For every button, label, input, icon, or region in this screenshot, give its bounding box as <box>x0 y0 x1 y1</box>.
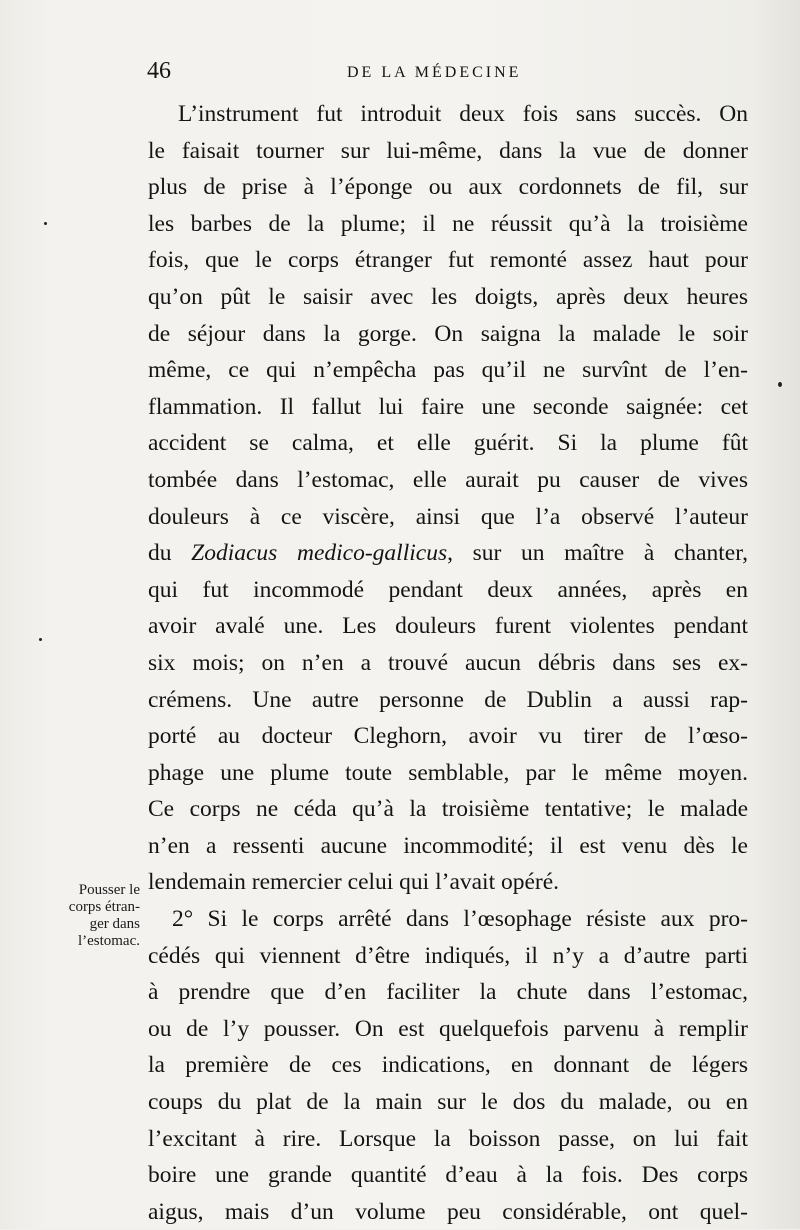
book-title: Zodiacus medico-gallicus <box>191 540 448 567</box>
text-line: qui fut incommodé pendant deux années, après en <box>148 576 748 603</box>
page-header <box>147 58 747 94</box>
text-line: 2° Si le corps arrêté dans l’œsophage résiste aux pro- <box>172 906 748 933</box>
text-line: cédés qui viennent d’être indiqués, il n’y a d’autre parti <box>148 942 748 969</box>
text-line: de séjour dans la gorge. On saigna la malade le soir <box>148 320 748 347</box>
text-line: qu’on pût le saisir avec les doigts, après deux heures <box>148 283 748 310</box>
text-line: accident se calma, et elle guérit. Si la plume fût <box>148 430 748 457</box>
ink-spot <box>39 638 42 641</box>
text-line: boire une grande quantité d’eau à la fois. Des corps <box>148 1162 748 1189</box>
margin-note-line: l’estomac. <box>77 933 140 949</box>
text-line: le faisait tourner sur lui-même, dans la vue de donner <box>148 137 748 164</box>
text-line: ou de l’y pousser. On est quelquefois parvenu à remplir <box>148 1015 748 1042</box>
text-line: du Zodiacus medico-gallicus, sur un maître à chanter, <box>148 540 748 567</box>
text-line: L’instrument fut introduit deux fois sans succès. On <box>178 101 748 127</box>
running-head: DE LA MÉDECINE <box>347 64 522 81</box>
body-text <box>148 96 748 1230</box>
margin-note <box>30 882 140 950</box>
text-line: flammation. Il fallut lui faire une seconde saignée: cet <box>148 393 748 420</box>
text-line: les barbes de la plume; il ne réussit qu’à la troisième <box>148 210 748 237</box>
text-line: coups du plat de la main sur le dos du malade, ou en <box>148 1089 748 1116</box>
text-line: porté au docteur Cleghorn, avoir vu tirer de l’œso- <box>148 723 748 750</box>
text-line: avoir avalé une. Les douleurs furent violentes pendant <box>148 613 748 640</box>
text-line: six mois; on n’en a trouvé aucun débris dans ses ex- <box>148 649 748 676</box>
ink-spot <box>778 382 782 387</box>
text-line: phage une plume toute semblable, par le même moyen. <box>148 759 748 786</box>
text-line: crémens. Une autre personne de Dublin a aussi rap- <box>148 686 748 713</box>
text-line: Ce corps ne céda qu’à la troisième tentative; le malade <box>148 796 748 823</box>
text-line: fois, que le corps étranger fut remonté assez haut pour <box>148 247 748 274</box>
text-line: l’excitant à rire. Lorsque la boisson passe, on lui fait <box>148 1125 748 1152</box>
text-line: à prendre que d’en faciliter la chute dans l’estomac, <box>148 979 748 1006</box>
margin-note-line: Pousser le <box>78 882 140 898</box>
text-line: n’en a ressenti aucune incommodité; il est venu dès le <box>148 832 748 859</box>
ink-spot <box>44 222 47 225</box>
text-line: lendemain remercier celui qui l’avait opéré. <box>148 869 560 896</box>
margin-note-line: corps étran- <box>68 899 140 915</box>
text-line: même, ce qui n’empêcha pas qu’il ne survînt de l’en- <box>148 357 748 384</box>
margin-note-line: ger dans <box>89 916 140 932</box>
text-line: la première de ces indications, en donnant de légers <box>148 1052 748 1079</box>
text-line: douleurs à ce viscère, ainsi que l’a observé l’auteur <box>148 503 748 530</box>
page-number: 46 <box>147 58 171 84</box>
text-line: tombée dans l’estomac, elle aurait pu causer de vives <box>148 466 748 493</box>
text-line: plus de prise à l’éponge ou aux cordonnets de fil, sur <box>148 174 748 201</box>
text-line: aigus, mais d’un volume peu considérable, ont quel- <box>148 1198 748 1225</box>
